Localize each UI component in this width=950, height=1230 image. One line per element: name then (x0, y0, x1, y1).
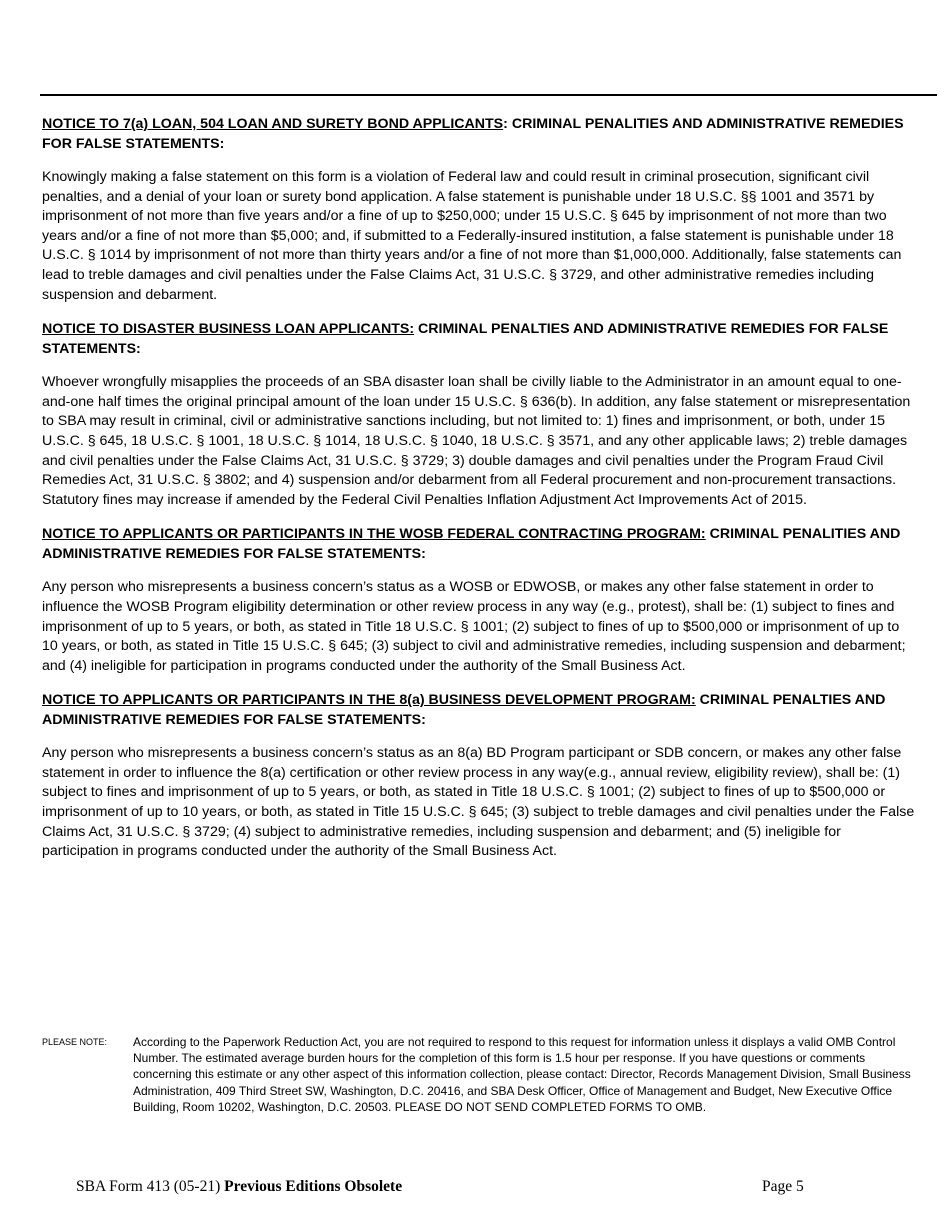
section-heading-8a: NOTICE TO APPLICANTS OR PARTICIPANTS IN THE 8(a) BUSINESS DEVELOPMENT PROGRAM: CRIMINAL PENALTIES AND ADMINISTRATIVE REMEDIES FOR FALSE STATEMENTS: (42, 692, 886, 729)
please-note-text: According to the Paperwork Reduction Act, you are not required to respond to this request for information unless it displays a valid OMB Control Number. The estimated average burden hours for the completion of this form is 1.5 hour per response. If you have questions or comments concerning this estimate or any other aspect of this information collection, please contact: Director, Records Management Division, Small Business Administration, 409 Third Street SW, Washington, D.C. 20416, and SBA Desk Officer, Office of Management and Budget, New Executive Office Building, Room 10202, Washington, D.C. 20503. PLEASE DO NOT SEND COMPLETED FORMS TO OMB. (133, 1035, 911, 1114)
page-number: Page 5 (762, 1178, 804, 1195)
obsolete-notice: Previous Editions Obsolete (224, 1178, 403, 1195)
form-footer (76, 1178, 402, 1196)
section-body-7a: Knowingly making a false statement on this form is a violation of Federal law and could result in criminal prosecution, significant civil penalties, and a denial of your loan or surety bond application. A false statement is punishable under 18 U.S.C. §§ 1001 and 3571 by imprisonment of not more than five years and/or a fine of up to $250,000; under 15 U.S.C. § 645 by imprisonment of not more than two years and/or a fine of not more than $5,000; and, if submitted to a Federally-insured institution, a false statement is punishable under 18 U.S.C. § 1014 by imprisonment of not more than thirty years and/or a fine of not more than $1,000,000. Additionally, false statements can lead to treble damages and civil penalties under the False Claims Act, 31 U.S.C. § 3729, and other administrative remedies including suspension and debarment. (42, 169, 902, 303)
section-body-8a: Any person who misrepresents a business concern’s status as an 8(a) BD Program participant or SDB concern, or makes any other false statement in order to influence the 8(a) certification or other review process in any way(e.g., annual review, eligibility review), shall be: (1) subject to fines and imprisonment of up to 5 years, or both, as stated in Title 18 U.S.C. § 1001; (2) subject to fines of up to $500,000 or imprisonment of up to 10 years, or both, as stated in Title 15 U.S.C. § 645; (3) subject to treble damages and civil penalties under the False Claims Act, 31 U.S.C. § 3729; (4) subject to administrative remedies, including suspension and debarment; and (5) ineligible for participation in programs conducted under the authority of the Small Business Act. (42, 745, 915, 860)
paperwork-notice (42, 1034, 912, 1115)
section-heading-disaster: NOTICE TO DISASTER BUSINESS LOAN APPLICANTS: CRIMINAL PENALTIES AND ADMINISTRATIVE REMEDIES FOR FALSE STATEMENTS: (42, 321, 889, 358)
section-heading-wosb: NOTICE TO APPLICANTS OR PARTICIPANTS IN THE WOSB FEDERAL CONTRACTING PROGRAM: CRIMINAL PENALITIES AND ADMINISTRATIVE REMEDIES FOR FALSE STATEMENTS: (42, 526, 901, 563)
form-id: SBA Form 413 (05-21) (76, 1178, 225, 1195)
section-body-disaster: Whoever wrongfully misapplies the proceeds of an SBA disaster loan shall be civilly liable to the Administrator in an amount equal to one-and-one half times the original principal amount of the loan under 15 U.S.C. § 636(b). In addition, any false statement or misrepresentation to SBA may result in criminal, civil or administrative sanctions including, but not limited to: 1) fines and imprisonment, or both, under 15 U.S.C. § 645, 18 U.S.C. § 1001, 18 U.S.C. § 1014, 18 U.S.C. § 1040, 18 U.S.C. § 3571, and any other applicable laws; 2) treble damages and civil penalties under the False Claims Act, 31 U.S.C. § 3729; 3) double damages and civil penalties under the Program Fraud Civil Remedies Act, 31 U.S.C. § 3802; and 4) suspension and/or debarment from all Federal procurement and non-procurement transactions. Statutory fines may increase if amended by the Federal Civil Penalties Inflation Adjustment Act Improvements Act of 2015. (42, 374, 911, 508)
please-note-label: PLEASE NOTE: (42, 1037, 108, 1047)
section-heading-7a: NOTICE TO 7(a) LOAN, 504 LOAN AND SURETY BOND APPLICANTS: CRIMINAL PENALITIES AND ADMINISTRATIVE REMEDIES FOR FALSE STATEMENTS: (42, 116, 904, 152)
notices (42, 114, 917, 876)
top-rule (40, 94, 937, 96)
section-body-wosb: Any person who misrepresents a business concern’s status as a WOSB or EDWOSB, or makes any other false statement in order to influence the WOSB Program eligibility determination or other review process in any way (e.g., protest), shall be: (1) subject to fines and imprisonment of up to 5 years, or both, as stated in Title 18 U.S.C. § 1001; (2) subject to fines of up to $500,000 or imprisonment of up to 10 years, or both, as stated in Title 15 U.S.C. § 645; (3) subject to civil and administrative remedies, including suspension and debarment; and (4) ineligible for participation in programs conducted under the authority of the Small Business Act. (42, 579, 906, 674)
